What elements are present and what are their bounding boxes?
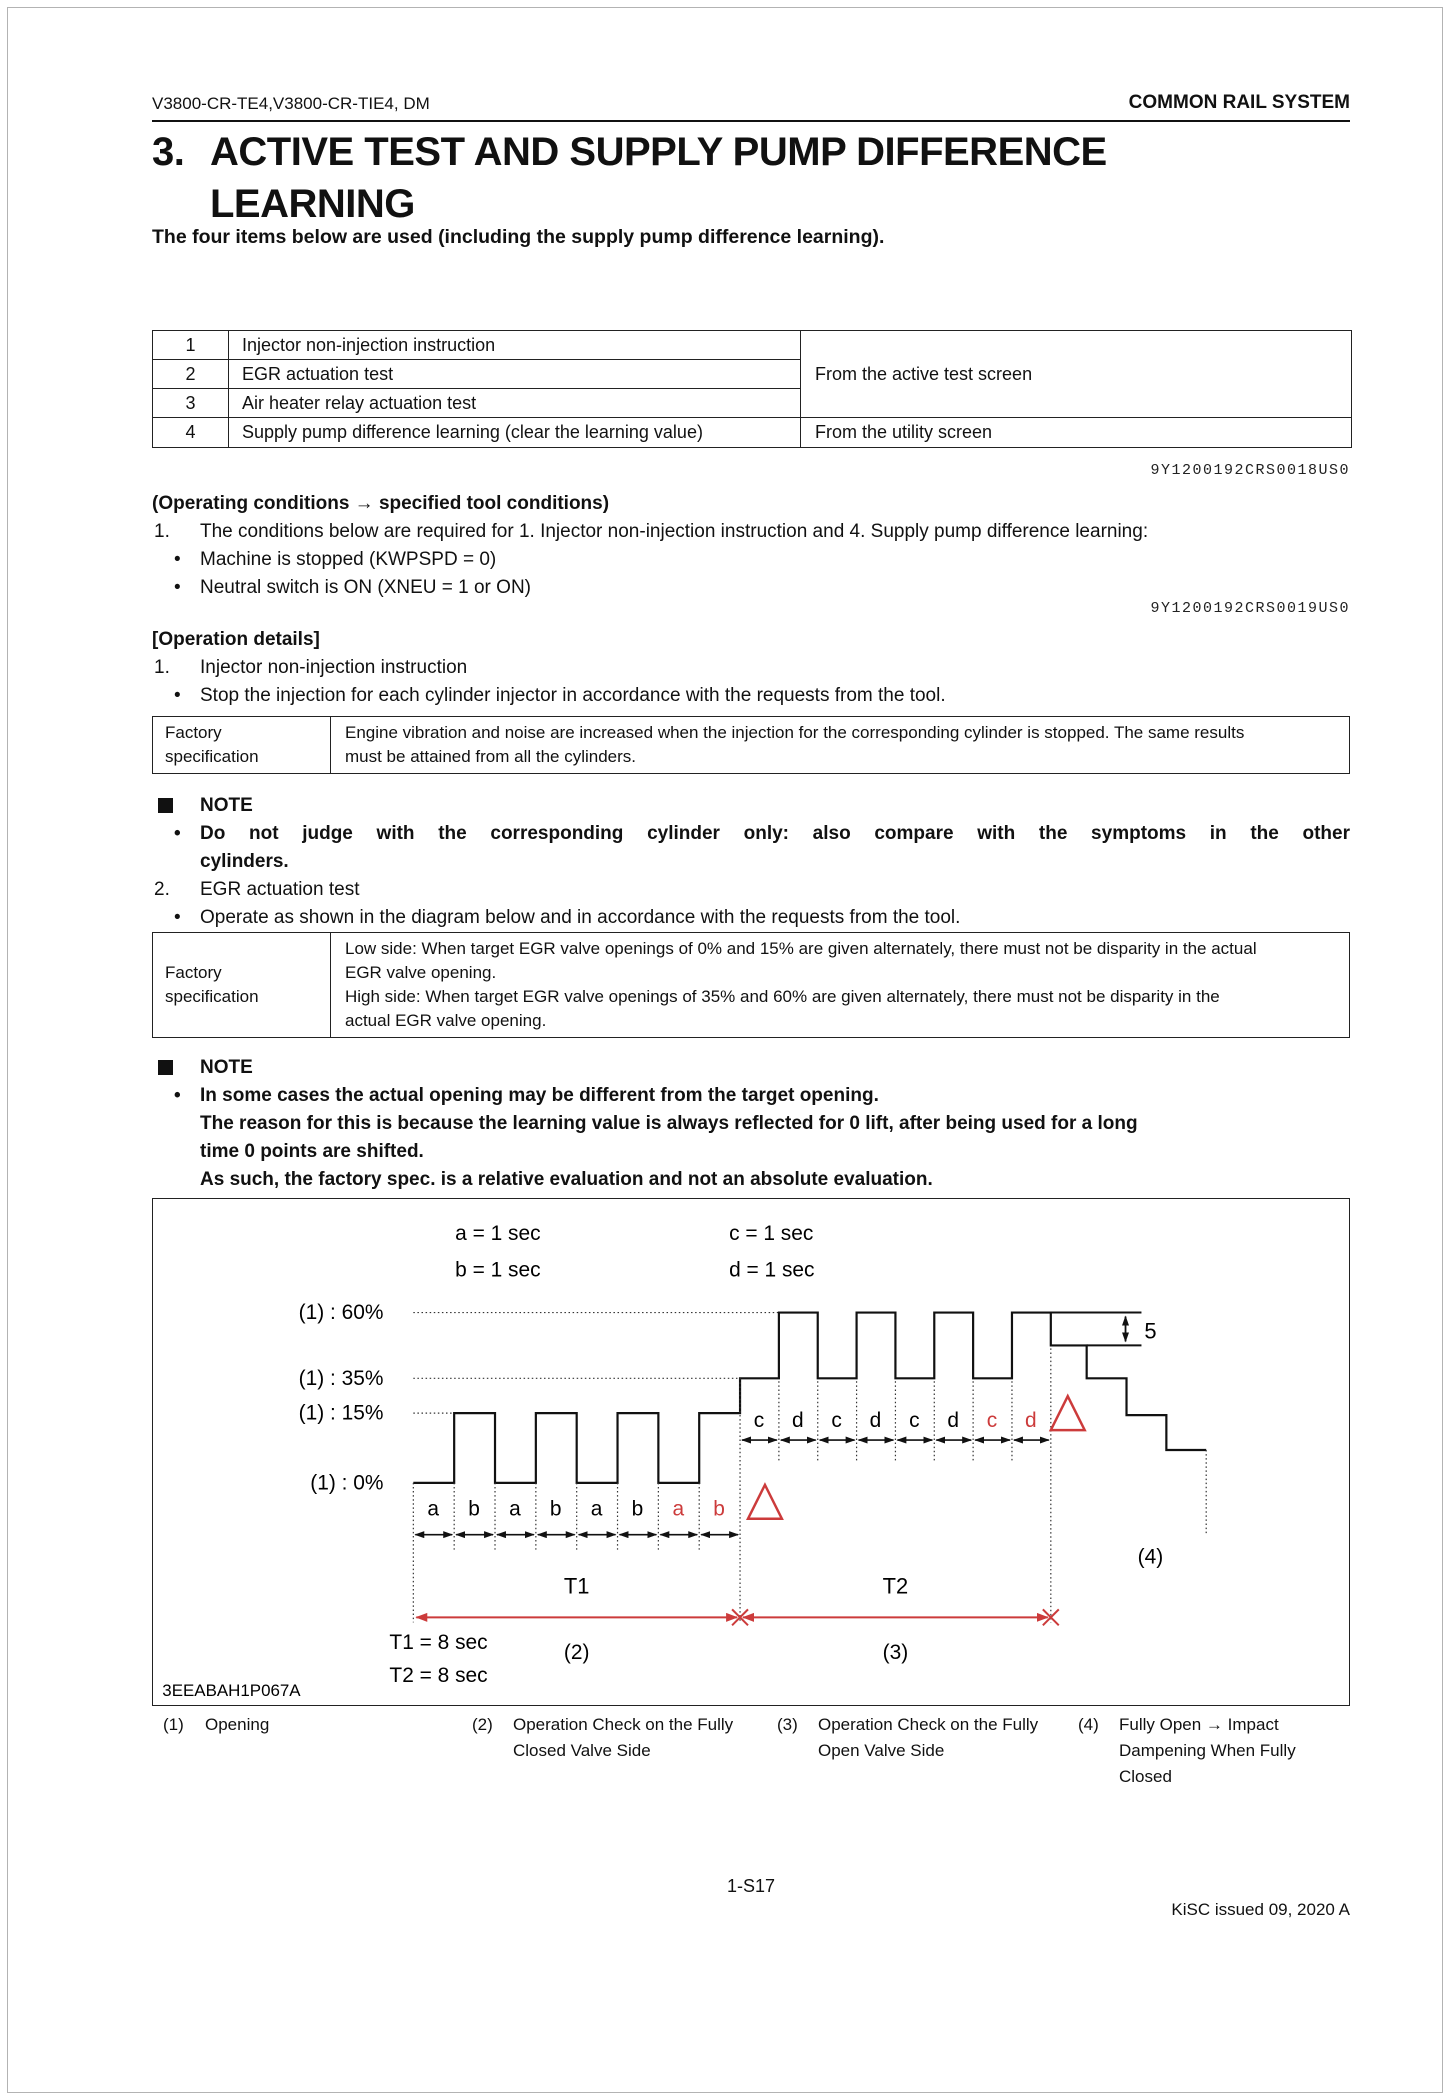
seg-label-b: b	[631, 1497, 644, 1521]
reference-code: 9Y1200192CRS0019US0	[1150, 600, 1350, 617]
level-60: (1) : 60%	[298, 1301, 384, 1325]
legend-a: a = 1 sec	[455, 1221, 541, 1245]
note-heading: NOTE	[152, 794, 1350, 818]
detail-bullet: • Stop the injection for each cylinder injector in accordance with the requests from the tool.	[174, 685, 946, 706]
t1-label: T1	[563, 1573, 590, 1599]
table-row-num: 3	[153, 389, 229, 418]
list-number: 1.	[154, 657, 170, 678]
note-heading: NOTE	[152, 1056, 1350, 1080]
header-model: V3800-CR-TE4,V3800-CR-TIE4, DM	[152, 94, 430, 113]
step-5-label: 5	[1144, 1318, 1157, 1344]
page-title-line2: LEARNING	[210, 182, 415, 226]
legend-2-text: Operation Check on the Fully Closed Valve Side	[513, 1715, 734, 1760]
seg-label-d: d	[869, 1409, 882, 1433]
egr-timing-diagram	[152, 1198, 1350, 1706]
legend-3-text: Operation Check on the Fully Open Valve Side	[818, 1715, 1039, 1760]
factory-spec-table-2	[152, 932, 1350, 1038]
seg-label-b: b	[468, 1497, 480, 1521]
factory-spec-text: Engine vibration and noise are increased when the injection for the corresponding cylinder is stopped. The same results must be attained from all the cylinders.	[345, 723, 1245, 766]
bullet-glyph: •	[174, 907, 181, 928]
callout-2: (2)	[563, 1641, 590, 1665]
bullet-glyph: •	[174, 685, 181, 706]
warning-triangle-high	[1051, 1396, 1085, 1430]
legend-b: b = 1 sec	[455, 1258, 541, 1282]
egr-waveform	[413, 1313, 1206, 1483]
callout-4: (4)	[1137, 1545, 1164, 1569]
egr-timing-diagram-svg	[153, 1199, 1349, 1705]
seg-label-d: d	[791, 1409, 804, 1433]
table-row-num: 2	[153, 360, 229, 389]
seg-label-c: c	[909, 1409, 920, 1433]
issue-note: KiSC issued 09, 2020 A	[1171, 1900, 1350, 1919]
operating-conditions-item: 1. The conditions below are required for 1. Injector non-injection instruction and 4. Supply pump difference learning:	[154, 521, 1149, 542]
table-row-item: EGR actuation test	[229, 360, 801, 389]
table-source-merged: From the active test screen	[801, 331, 1351, 418]
bullet-glyph: •	[174, 823, 181, 844]
header-rule	[152, 120, 1350, 122]
page-title: ACTIVE TEST AND SUPPLY PUMP DIFFERENCE	[210, 130, 1107, 174]
warning-triangle-low	[748, 1485, 782, 1519]
figure-id: 3EEABAH1P067A	[162, 1681, 301, 1701]
legend-1-num: (1)	[163, 1715, 184, 1734]
seg-label-a: a	[590, 1497, 603, 1521]
legend-c: c = 1 sec	[729, 1221, 814, 1245]
seg-label-d: d	[947, 1409, 960, 1433]
table-row-num: 4	[153, 418, 229, 447]
t1-value: T1 = 8 sec	[389, 1631, 488, 1655]
note-cont: As such, the factory spec. is a relative evaluation and not an absolute evaluation.	[200, 1169, 933, 1190]
seg-label-c: c	[753, 1409, 765, 1433]
list-number: 1.	[154, 521, 170, 542]
factory-spec-table-1	[152, 716, 1350, 774]
seg-label-c-red: c	[986, 1409, 998, 1433]
bullet-glyph: •	[174, 577, 181, 598]
seg-label-a-red: a	[672, 1497, 685, 1521]
seg-label-b-red: b	[713, 1497, 725, 1521]
factory-spec-label: Factory specification	[153, 717, 331, 773]
condition-bullet: • Machine is stopped (KWPSPD = 0)	[174, 549, 497, 570]
list-number: 2.	[154, 879, 170, 900]
seg-label-a: a	[509, 1497, 521, 1521]
bullet-glyph: •	[174, 549, 181, 570]
operating-conditions-heading: (Operating conditions → specified tool conditions)	[152, 493, 610, 514]
legend-4-text: Fully Open → Impact Dampening When Fully Closed	[1119, 1715, 1296, 1786]
note-cont: The reason for this is because the learning value is always reflected for 0 lift, after being used for a long	[200, 1113, 1138, 1134]
t2-value: T2 = 8 sec	[389, 1664, 488, 1688]
note-square-icon	[158, 798, 173, 813]
factory-spec-text: Low side: When target EGR valve openings of 0% and 15% are given alternately, there must not be disparity in the actual EGR valve opening. High side: When target EGR valve openings of 35% and 60% are given alternately, there must not be disparity in the actual EGR valve opening.	[345, 939, 1257, 1030]
t2-label: T2	[882, 1573, 909, 1599]
note-bullet: • In some cases the actual opening may be different from the target opening.	[174, 1085, 879, 1106]
detail-item-1: 1. Injector non-injection instruction	[154, 657, 468, 678]
detail-bullet: • Operate as shown in the diagram below and in accordance with the requests from the tool.	[174, 907, 961, 928]
note-cont: time 0 points are shifted.	[200, 1141, 424, 1162]
intro-sentence: The four items below are used (including the supply pump difference learning).	[152, 226, 885, 248]
table-row-item: Injector non-injection instruction	[229, 331, 801, 360]
seg-label-a: a	[427, 1497, 440, 1521]
factory-spec-label: Factory specification	[153, 933, 331, 1037]
table-row-item: Air heater relay actuation test	[229, 389, 801, 418]
legend-3-num: (3)	[777, 1715, 798, 1734]
seg-label-c: c	[831, 1409, 842, 1433]
seg-label-b: b	[549, 1497, 562, 1521]
seg-label-d-red: d	[1025, 1409, 1037, 1433]
table-source-row4: From the utility screen	[815, 422, 993, 442]
operation-details-heading: [Operation details]	[152, 629, 320, 650]
note-bullet: • Do not judge with the corresponding cylinder only: also compare with the symptoms in the other	[174, 823, 1350, 844]
level-0: (1) : 0%	[310, 1471, 384, 1495]
detail-item-2: 2. EGR actuation test	[154, 879, 360, 900]
condition-bullet: • Neutral switch is ON (XNEU = 1 or ON)	[174, 577, 531, 598]
page-number: 1-S17	[726, 1876, 776, 1896]
legend-1-text: Opening	[205, 1715, 270, 1734]
legend-d: d = 1 sec	[729, 1258, 815, 1282]
level-35: (1) : 35%	[298, 1366, 384, 1390]
table-row-num: 1	[153, 331, 229, 360]
header-section: COMMON RAIL SYSTEM	[1128, 92, 1350, 113]
level-15: (1) : 15%	[298, 1401, 384, 1425]
legend-4-num: (4)	[1078, 1715, 1099, 1734]
reference-code: 9Y1200192CRS0018US0	[1150, 462, 1350, 479]
active-test-items-table	[152, 330, 1352, 448]
bullet-glyph: •	[174, 1085, 181, 1106]
legend-2-num: (2)	[472, 1715, 493, 1734]
note-bullet-cont: cylinders.	[200, 851, 289, 872]
callout-3: (3)	[882, 1641, 909, 1665]
section-number: 3.	[152, 130, 185, 174]
note-square-icon	[158, 1060, 173, 1075]
table-row-item: Supply pump difference learning (clear the learning value)	[229, 418, 801, 447]
